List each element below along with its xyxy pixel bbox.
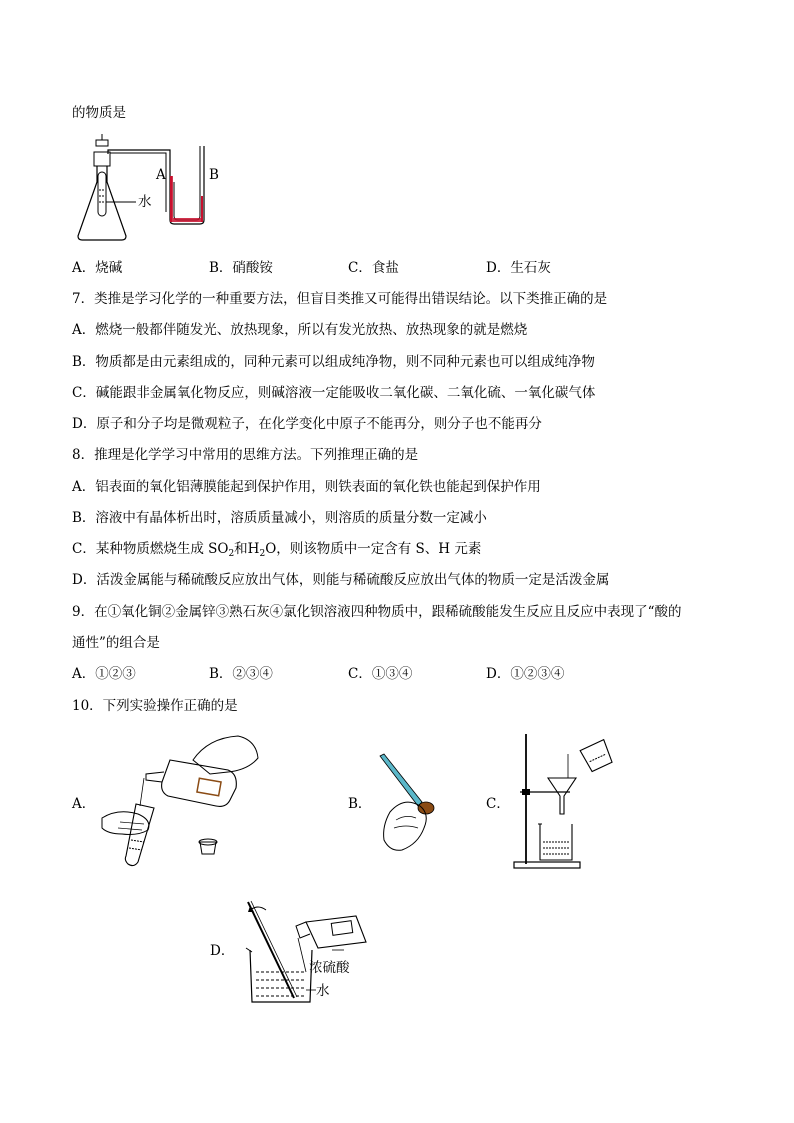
q9-option-d: D．①②③④ xyxy=(486,666,565,682)
q8-option-c: C．某种物质燃烧生成 $SO_2$和$H_2O$，则该物质中一定含有 S、H 元素 xyxy=(72,541,482,559)
q10-stem: 10．下列实验操作正确的是 xyxy=(72,698,238,714)
q10-label-a: A． xyxy=(72,796,96,812)
q10-d-label-acid: 浓硫酸 xyxy=(309,960,350,976)
q10-figure-b-dropper xyxy=(376,752,446,858)
q8-option-a: A．铝表面的氧化铝薄膜能起到保护作用，则铁表面的氧化铁也能起到保护作用 xyxy=(72,479,541,495)
q6-option-d: D．生石灰 xyxy=(486,260,551,276)
q9-option-a: A．①②③ xyxy=(72,666,136,682)
q10-figure-c-filtration xyxy=(508,732,618,872)
q9-option-b: B．②③④ xyxy=(209,666,273,682)
q9-stem-line1: 9．在①氧化铜②金属锌③熟石灰④氯化钡溶液四种物质中，跟稀硫酸能发生反应且反应中表现了“酸的 xyxy=(72,604,682,620)
q10-label-d: D． xyxy=(210,943,235,959)
q10-figure-a-pouring xyxy=(98,730,268,870)
q8-stem: 8．推理是化学学习中常用的思维方法。下列推理正确的是 xyxy=(72,447,419,463)
q6-option-b: B．硝酸铵 xyxy=(209,260,273,276)
q10-label-c: C． xyxy=(486,796,510,812)
q10-label-b: B． xyxy=(348,796,372,812)
q6-tail: 的物质是 xyxy=(72,105,126,121)
q6-label-a: A xyxy=(156,167,166,183)
q8-option-d: D．活泼金属能与稀硫酸反应放出气体，则能与稀硫酸反应放出气体的物质一定是活泼金属 xyxy=(72,572,610,588)
q8-option-b: B．溶液中有晶体析出时，溶质质量减小，则溶质的质量分数一定减小 xyxy=(72,510,487,526)
q6-label-water: 水 xyxy=(138,194,152,210)
q7-option-a: A．燃烧一般都伴随发光、放热现象，所以有发光放热、放热现象的就是燃烧 xyxy=(72,322,528,338)
q10-d-label-water: 水 xyxy=(316,983,330,999)
q6-apparatus-figure xyxy=(70,132,240,247)
q6-option-a: A．烧碱 xyxy=(72,260,123,276)
q9-option-c: C．①③④ xyxy=(348,666,413,682)
q9-stem-line2: 通性”的组合是 xyxy=(72,635,160,651)
q10-figure-d-dilution xyxy=(236,898,386,1008)
q6-option-c: C．食盐 xyxy=(348,260,399,276)
q7-stem: 7．类推是学习化学的一种重要方法，但盲目类推又可能得出错误结论。以下类推正确的是 xyxy=(72,291,608,307)
q7-option-d: D．原子和分子均是微观粒子，在化学变化中原子不能再分，则分子也不能再分 xyxy=(72,416,542,432)
q6-label-b: B xyxy=(209,167,219,183)
q7-option-c: C．碱能跟非金属氧化物反应，则碱溶液一定能吸收二氧化碳、二氧化硫、一氧化碳气体 xyxy=(72,385,596,401)
q7-option-b: B．物质都是由元素组成的，同种元素可以组成纯净物，则不同种元素也可以组成纯净物 xyxy=(72,354,595,370)
